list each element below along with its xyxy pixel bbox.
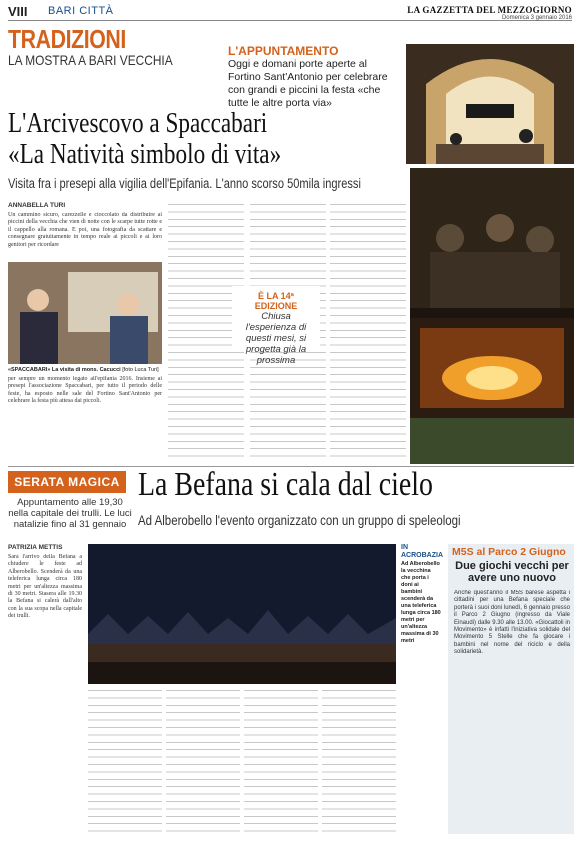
serata-text: Appuntamento alle 19,30 nella capitale dei trulli. Le luci natalizie fino al 31 gennaio	[8, 497, 132, 530]
article-lead	[8, 212, 162, 260]
page-number: VIII	[8, 4, 28, 19]
appuntamento-text: Oggi e domani porte aperte al Fortino Sant'Antonio per celebrare con grandi e piccini la festa «che tutte le altre porta via»	[228, 58, 388, 109]
befana-lead	[8, 554, 82, 834]
photo-caption	[8, 367, 164, 373]
appuntamento-label: L'APPUNTAMENTO	[228, 44, 339, 58]
section-label: BARI CITTÀ	[48, 5, 114, 17]
article-column-1	[8, 376, 162, 462]
presepe-night-photo	[410, 168, 574, 464]
befana-byline: PATRIZIA METTIS	[8, 544, 63, 551]
acrobazia-label: IN ACROBAZIA	[401, 544, 443, 559]
m5s-box-title: M5S al Parco 2 Giugno	[452, 546, 566, 558]
article-byline: ANNABELLA TURI	[8, 202, 66, 209]
pull-quote-kicker: È LA 14ª EDIZIONE	[254, 291, 298, 311]
article-subhead: Visita fra i presepi alla vigilia dell'Epifania. L'anno scorso 50mila ingressi	[8, 176, 361, 191]
acrobazia-caption: Ad Alberobello la vecchina che porta i doni ai bambini scenderà da una teleferica lunga circa 180 metri per un'altezza massima di 30 metri	[401, 561, 441, 644]
befana-lead-text: Sarà l'arrivo della Befana a chiudere le feste ad Alberobello. Scenderà da una teleferica lunga circa 180 metri per un'altezza massima di 30 metri. Stasera alle 19.30 la Befana si calerà dall'alto con la sua scopa nella capitale dei trulli.	[8, 554, 82, 620]
befana-column-5	[322, 688, 396, 834]
tradizioni-title: TRADIZIONI	[8, 24, 126, 54]
befana-column-3	[166, 688, 240, 834]
caption-text: «SPACCABARI» La visita di mons. Cacucci	[8, 367, 121, 373]
m5s-box-text-content: Anche quest'anno il M5S barese aspetta i cittadini per una Befana speciale che porterà i suoi doni lunedì, 6 gennaio presso il Parco 2 Giugno (ingresso da Viale Einaudi) dalle 9.30 alle 13.00. «Giocattoli in Movimento» è infatti l'iniziativa solidale del Movimento 5 Stelle che fa giocare i bambini nel nome del riciclo e della solidarietà.	[454, 590, 570, 656]
alberobello-night-illustration	[88, 544, 396, 684]
m5s-box-text	[454, 590, 570, 830]
article-column-4	[330, 202, 406, 462]
caption-credit: [foto Luca Turi]	[122, 367, 159, 373]
headline-line-2: «La Natività simbolo di vita»	[8, 138, 282, 170]
top-bar	[8, 4, 572, 21]
column-1-text: per sempre un momento legato all'epifania 2016. Insieme ai presepi l'associazione Spaccabari, per tutto il periodo delle feste, ha esposto nelle sale del Fortino Sant'Antonio per celebrare la festa più attesa dai piccoli.	[8, 376, 162, 405]
masthead: LA GAZZETTA DEL MEZZOGIORNO	[407, 5, 572, 15]
presepe-night-illustration	[410, 168, 574, 464]
serata-label: SERATA MAGICA	[8, 471, 126, 493]
pull-quote-text: Chiusa l'esperienza di questi mesi, si progetta già la prossima	[245, 311, 307, 366]
befana-column-2	[88, 688, 162, 834]
headline-line-1: L'Arcivescovo a Spaccabari	[8, 107, 268, 139]
befana-column-4	[244, 688, 318, 834]
archbishop-visit-photo	[8, 262, 162, 364]
exhibition-entrance-photo	[406, 44, 574, 164]
befana-headline: La Befana si cala dal cielo	[138, 466, 433, 503]
dateline: Domenica 3 gennaio 2016	[501, 15, 572, 21]
exhibition-entrance-illustration	[406, 44, 574, 164]
article-headline	[8, 108, 328, 170]
tradizioni-subtitle: LA MOSTRA A BARI VECCHIA	[8, 52, 173, 68]
m5s-box-subtitle: Due giochi vecchi per avere uno nuovo	[455, 560, 569, 584]
pull-quote	[236, 291, 316, 366]
befana-subhead: Ad Alberobello l'evento organizzato con un gruppo di speleologi	[138, 512, 461, 528]
lead-text: Un cammino sicuro, carezzelle e cioccolato da distribuire ai piccini della vecchia che vien di notte con le scarpe tutte rotte e il cappello alla romana. E poi, una fotografia da scattare e consegnare gratuitamente in tempo reale ai piccoli e ai loro genitori per ricordare	[8, 212, 162, 248]
archbishop-visit-illustration	[8, 262, 162, 364]
alberobello-night-photo	[88, 544, 396, 684]
